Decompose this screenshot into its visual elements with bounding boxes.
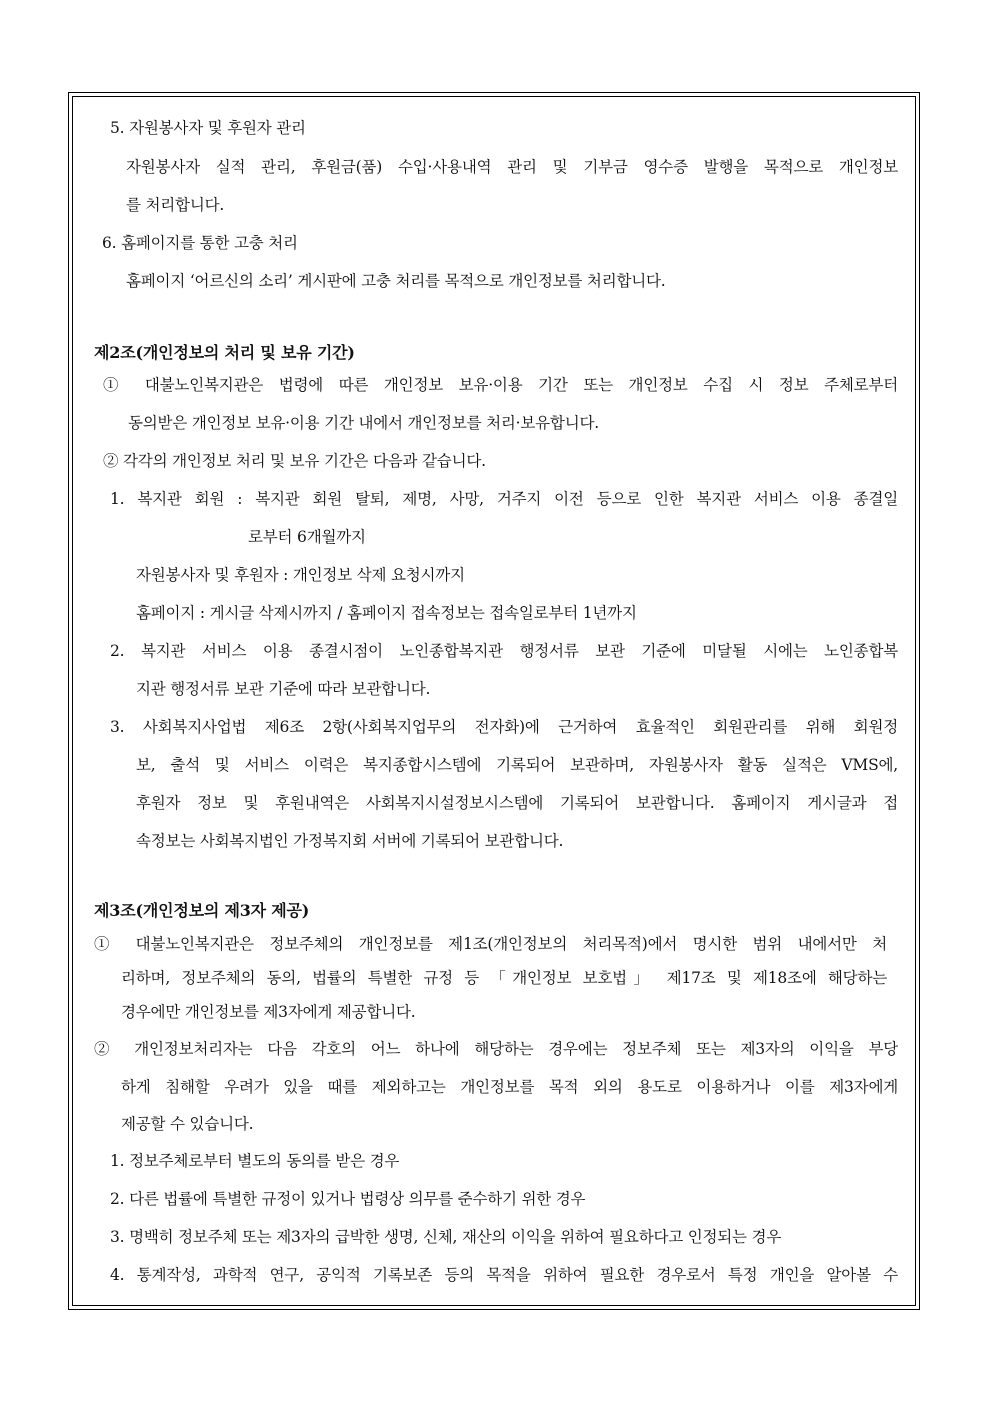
article-2-heading: 제2조(개인정보의 처리 및 보유 기간) bbox=[94, 343, 355, 362]
article-3-para1-line1: ① 대불노인복지관은 정보주체의 개인정보를 제1조(개인정보의 처리목적)에서 명시한 범위 내에서만 처 bbox=[94, 935, 887, 953]
article-2-para1-line1: ① 대불노인복지관은 법령에 따른 개인정보 보유·이용 기간 또는 개인정보 수집 시 정보 주체로부터 bbox=[103, 376, 898, 394]
item-6-title: 6. 홈페이지를 통한 고충 처리 bbox=[102, 234, 298, 252]
article-2-para1-line2: 동의받은 개인정보 보유·이용 기간 내에서 개인정보를 처리·보유합니다. bbox=[128, 414, 599, 432]
article-2-item3-line1: 3. 사회복지사업법 제6조 2항(사회복지업무의 전자화)에 근거하여 효율적인 회원관리를 위해 회원정 bbox=[110, 718, 898, 736]
article-2-item3-line3: 후원자 정보 및 후원내역은 사회복지시설정보시스템에 기록되어 보관합니다. 홈페이지 게시글과 접 bbox=[136, 794, 898, 812]
article-2-item2-line1: 2. 복지관 서비스 이용 종결시점이 노인종합복지관 행정서류 보관 기준에 미달될 시에는 노인종합복 bbox=[110, 642, 898, 660]
article-2-item1-homepage: 홈페이지 : 게시글 삭제시까지 / 홈페이지 접속정보는 접속일로부터 1년까지 bbox=[136, 604, 637, 622]
item-5-title: 5. 자원봉사자 및 후원자 관리 bbox=[110, 119, 306, 137]
article-3-heading: 제3조(개인정보의 제3자 제공) bbox=[94, 901, 310, 920]
article-3-para2-line3: 제공할 수 있습니다. bbox=[121, 1115, 254, 1133]
article-3-para2-line2: 하게 침해할 우려가 있을 때를 제외하고는 개인정보를 목적 외의 용도로 이용하거나 이를 제3자에게 bbox=[121, 1078, 898, 1096]
article-2-item2-line2: 지관 행정서류 보관 기준에 따라 보관합니다. bbox=[136, 680, 431, 698]
article-3-item3: 3. 명백히 정보주체 또는 제3자의 급박한 생명, 신체, 재산의 이익을 위하여 필요하다고 인정되는 경우 bbox=[110, 1228, 782, 1246]
article-3-item2: 2. 다른 법률에 특별한 규정이 있거나 법령상 의무를 준수하기 위한 경우 bbox=[110, 1190, 586, 1208]
item-5-text-line2: 를 처리합니다. bbox=[126, 196, 225, 214]
article-2-item1-line1: 1. 복지관 회원 : 복지관 회원 탈퇴, 제명, 사망, 거주지 이전 등으로 인한 복지관 서비스 이용 종결일 bbox=[110, 490, 898, 508]
item-6-text: 홈페이지 ‘어르신의 소리’ 게시판에 고충 처리를 목적으로 개인정보를 처리합니다. bbox=[126, 272, 666, 290]
article-3-para2-line1: ② 개인정보처리자는 다음 각호의 어느 하나에 해당하는 경우에는 정보주체 또는 제3자의 이익을 부당 bbox=[94, 1040, 898, 1058]
article-3-item1: 1. 정보주체로부터 별도의 동의를 받은 경우 bbox=[110, 1152, 400, 1170]
item-5-text-line1: 자원봉사자 실적 관리, 후원금(품) 수입·사용내역 관리 및 기부금 영수증 발행을 목적으로 개인정보 bbox=[126, 158, 898, 176]
article-3-para1-line3: 경우에만 개인정보를 제3자에게 제공합니다. bbox=[121, 1003, 416, 1021]
article-2-item3-line2: 보, 출석 및 서비스 이력은 복지종합시스템에 기록되어 보관하며, 자원봉사자 활동 실적은 VMS에, bbox=[136, 756, 898, 774]
article-3-item4: 4. 통계작성, 과학적 연구, 공익적 기록보존 등의 목적을 위하여 필요한 경우로서 특정 개인을 알아볼 수 bbox=[110, 1266, 898, 1284]
article-2-item1-volunteer: 자원봉사자 및 후원자 : 개인정보 삭제 요청시까지 bbox=[136, 566, 465, 584]
article-2-item1-line2: 로부터 6개월까지 bbox=[248, 528, 366, 546]
article-2-item3-line4: 속정보는 사회복지법인 가정복지회 서버에 기록되어 보관합니다. bbox=[136, 832, 564, 850]
article-3-para1-line2: 리하며, 정보주체의 동의, 법률의 특별한 규정 등 「개인정보 보호법」 제17조 및 제18조에 해당하는 bbox=[121, 969, 887, 987]
article-2-para2: ② 각각의 개인정보 처리 및 보유 기간은 다음과 같습니다. bbox=[103, 452, 486, 470]
